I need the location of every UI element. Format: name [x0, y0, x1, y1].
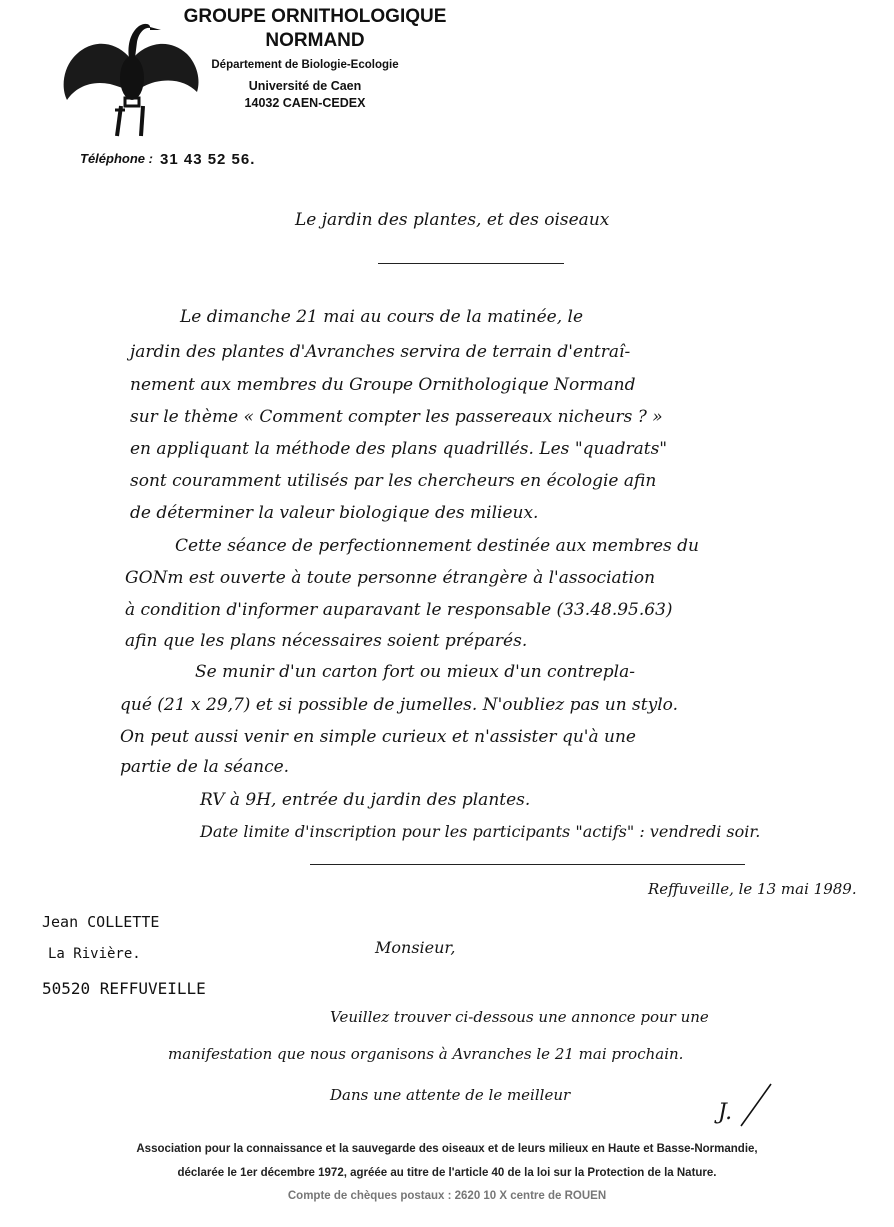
- body-line-14: On peut aussi venir en simple curieux et n'assister qu'à une: [120, 727, 636, 747]
- postal-address: 14032 CAEN-CEDEX: [244, 96, 366, 110]
- note-line-3: Dans une attente de le meilleur: [330, 1086, 571, 1104]
- org-name-line1: GROUPE ORNITHOLOGIQUE: [183, 6, 447, 27]
- body-line-4: sur le thème « Comment compter les passereaux nicheurs ? »: [130, 407, 663, 427]
- footer-line-2: déclarée le 1er décembre 1972, agréée au titre de l'article 40 de la loi sur la Protection de la Nature.: [177, 1167, 717, 1179]
- department: Département de Biologie-Ecologie: [211, 59, 399, 71]
- org-name-line2: NORMAND: [265, 30, 365, 51]
- body-line-1: Le dimanche 21 mai au cours de la matinée, le: [180, 307, 584, 327]
- letter-title: Le jardin des plantes, et des oiseaux: [295, 210, 610, 230]
- note-line-1: Veuillez trouver ci-dessous une annonce pour une: [330, 1008, 709, 1026]
- title-underline: [378, 263, 564, 264]
- body-line-10: à condition d'informer auparavant le responsable (33.48.95.63): [125, 600, 673, 620]
- university: Université de Caen: [248, 79, 362, 93]
- section-divider: [310, 864, 745, 865]
- salutation: Monsieur,: [375, 938, 456, 957]
- place-date: Reffuveille, le 13 mai 1989.: [648, 880, 857, 898]
- recipient-postcode: 50520 REFFUVEILLE: [42, 979, 206, 998]
- body-line-16: RV à 9H, entrée du jardin des plantes.: [200, 790, 531, 810]
- body-line-11: afin que les plans nécessaires soient préparés.: [125, 631, 528, 651]
- body-line-13: qué (21 x 29,7) et si possible de jumelles. N'oubliez pas un stylo.: [120, 695, 678, 715]
- phone-label: Téléphone :: [80, 151, 153, 166]
- recipient-place: La Rivière.: [48, 946, 141, 962]
- body-line-9: GONm est ouverte à toute personne étrangère à l'association: [125, 568, 656, 588]
- body-line-8: Cette séance de perfectionnement destinée aux membres du: [175, 536, 699, 556]
- signature-stroke: [735, 1082, 775, 1130]
- note-line-2: manifestation que nous organisons à Avranches le 21 mai prochain.: [168, 1045, 684, 1063]
- phone-number: 31 43 52 56.: [160, 151, 256, 168]
- body-line-6: sont couramment utilisés par les chercheurs en écologie afin: [130, 471, 657, 491]
- footer-line-1: Association pour la connaissance et la sauvegarde des oiseaux et de leurs milieux en Haute et Basse-Normandie,: [136, 1143, 758, 1155]
- recipient-name: Jean COLLETTE: [42, 913, 160, 931]
- body-line-12: Se munir d'un carton fort ou mieux d'un contrepla-: [195, 662, 635, 682]
- body-line-7: de déterminer la valeur biologique des milieux.: [130, 503, 539, 523]
- footer-line-3: Compte de chèques postaux : 2620 10 X centre de ROUEN: [287, 1190, 607, 1202]
- body-line-2: jardin des plantes d'Avranches servira de terrain d'entraî-: [130, 342, 631, 362]
- body-line-17: Date limite d'inscription pour les participants "actifs" : vendredi soir.: [200, 822, 761, 841]
- signature: J.: [718, 1100, 733, 1125]
- body-line-5: en appliquant la méthode des plans quadrillés. Les "quadrats": [130, 439, 668, 459]
- body-line-15: partie de la séance.: [120, 757, 290, 777]
- body-line-3: nement aux membres du Groupe Ornithologique Normand: [130, 375, 636, 395]
